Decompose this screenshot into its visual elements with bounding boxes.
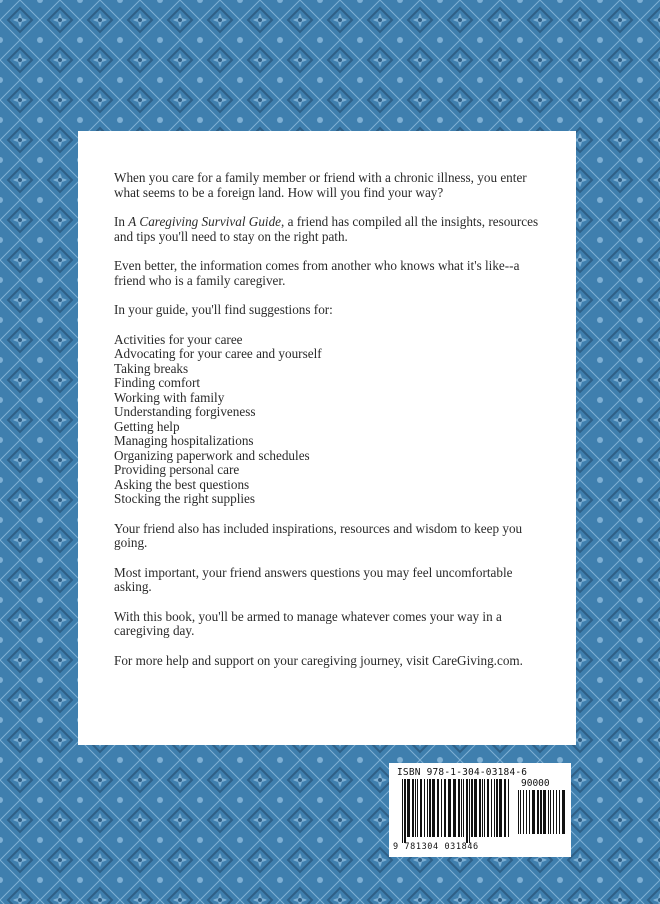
barcode-bar [448, 779, 451, 837]
barcode-bar [479, 779, 481, 837]
barcode-bar [484, 779, 485, 837]
addon-barcode-bars [517, 790, 565, 840]
barcode-bar [487, 779, 489, 837]
barcode-bar [559, 790, 560, 834]
barcode-bar [537, 790, 539, 834]
list-item: Activities for your caree [114, 331, 243, 347]
barcode-bars [401, 779, 513, 843]
barcode-bar [429, 779, 431, 837]
barcode-bar [474, 779, 477, 837]
barcode-bar [526, 790, 527, 834]
barcode-bar [518, 790, 519, 834]
barcode-bar [469, 779, 470, 843]
barcode-bar [458, 779, 460, 837]
barcode-bar [466, 779, 468, 843]
barcode-bar [494, 779, 495, 837]
barcode-bar [520, 790, 521, 834]
barcode-bar [504, 779, 506, 837]
barcode-bar [562, 790, 565, 834]
barcode-bar [463, 779, 464, 837]
guide-paragraph [114, 215, 544, 244]
barcode-bar [529, 790, 530, 834]
list-item: Organizing paperwork and schedules [114, 447, 310, 463]
armed-paragraph: With this book, you'll be armed to manage whatever comes your way in a caregiving day. [114, 608, 502, 638]
description-panel [78, 131, 576, 745]
list-item: Stocking the right supplies [114, 491, 256, 506]
barcode-bar [550, 790, 551, 834]
list-item: Understanding forgiveness [114, 404, 256, 419]
list-item: Taking breaks [114, 360, 189, 376]
guide-suffix: , a friend has compiled all the insights, resources and tips you'll need to stay on the right path. [114, 214, 539, 244]
barcode-bar [461, 779, 462, 837]
author-paragraph: Even better, the information comes from another who knows what it's like--a friend who is a family caregiver. [114, 258, 520, 288]
barcode-bar [404, 779, 406, 843]
barcode-bar [407, 779, 410, 837]
barcode-bar [499, 779, 502, 837]
barcode-bar [548, 790, 549, 834]
barcode-bar [491, 779, 492, 837]
list-item: Working with family [114, 389, 225, 405]
price-code: 90000 [521, 778, 550, 789]
guide-prefix: In [114, 214, 129, 229]
website-paragraph: For more help and support on your caregiving journey, visit CareGiving.com. [114, 652, 523, 668]
list-item: Providing personal care [114, 462, 240, 477]
list-item: Managing hospitalizations [114, 433, 254, 448]
barcode-bar [553, 790, 554, 834]
list-item: Finding comfort [114, 375, 201, 390]
barcode-bar [424, 779, 425, 837]
inspiration-paragraph: Your friend also has included inspirations, resources and wisdom to keep you going. [114, 520, 523, 550]
barcode-bar [441, 779, 442, 837]
barcode-bar [482, 779, 483, 837]
barcode-bar [556, 790, 557, 834]
list-item: Advocating for your caree and yourself [114, 346, 322, 361]
barcode-bar [444, 779, 446, 837]
barcode-bar [496, 779, 498, 837]
barcode-bar [453, 779, 456, 837]
barcode-bar [427, 779, 428, 837]
barcode-bar [540, 790, 542, 834]
ean-digits: 9 781304 031846 [393, 842, 479, 852]
barcode-bar [417, 779, 418, 837]
barcode-bar [432, 779, 435, 837]
barcode-bar [420, 779, 422, 837]
barcode-bar [471, 779, 473, 837]
intro-paragraph: When you care for a family member or friend with a chronic illness, you enter what seems to be a foreign land. How will you find your way? [114, 170, 527, 200]
barcode-bar [402, 779, 403, 843]
book-title: A Caregiving Survival Guide [128, 214, 282, 229]
barcode-bar [412, 779, 414, 837]
suggestions-heading: In your guide, you'll find suggestions for: [114, 302, 333, 317]
isbn-number: ISBN 978-1-304-03184-6 [397, 767, 528, 778]
list-item: Getting help [114, 418, 180, 434]
isbn-barcode [389, 763, 571, 857]
barcode-bar [523, 790, 524, 834]
barcode-bar [415, 779, 416, 837]
questions-paragraph: Most important, your friend answers questions you may feel uncomfortable asking. [114, 564, 513, 594]
suggestions-list [114, 333, 544, 507]
barcode-bar [437, 779, 439, 837]
barcode-bar [508, 779, 509, 837]
list-item: Asking the best questions [114, 476, 250, 492]
barcode-bar [543, 790, 546, 834]
barcode-bar [532, 790, 535, 834]
